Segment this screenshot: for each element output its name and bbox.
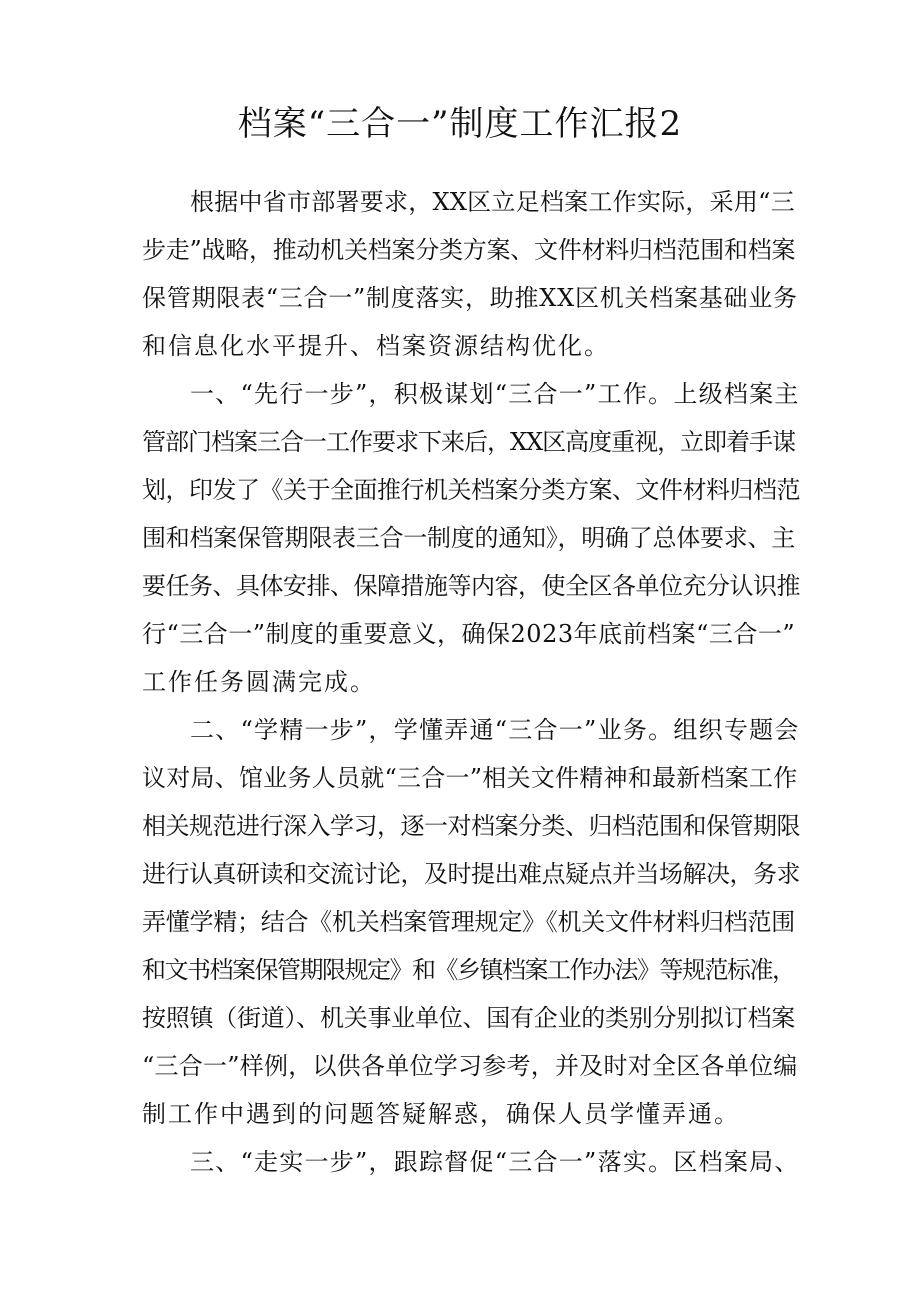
paragraph-line: 二、“学精一步”，学懂弄通“三合一”业务。组织专题会 [190,716,800,744]
paragraph-line: 相关规范进行深入学习，逐一对档案分类、归档范围和保管期限 [142,812,800,840]
paragraph-line: “三合一”样例，以供各单位学习参考，并及时对全区各单位编 [142,1052,798,1080]
paragraph-line: 保管期限表“三合一”制度落实，助推XX区机关档案基础业务 [142,284,798,312]
paragraph-line: 三、“走实一步”，跟踪督促“三合一”落实。区档案局、 [190,1148,800,1176]
paragraph-line: 按照镇（街道）、机关事业单位、国有企业的类别分别拟订档案 [142,1004,795,1032]
paragraph-line: 根据中省市部署要求，XX区立足档案工作实际，采用“三 [190,188,795,216]
paragraph-line: 制工作中遇到的问题答疑解惑，确保人员学懂弄通。 [142,1100,740,1128]
paragraph-line: 行“三合一”制度的重要意义，确保2023年底前档案“三合一” [142,620,796,648]
paragraph-line: 弄懂学精；结合《机关档案管理规定》《机关文件材料归档范围 [142,908,795,936]
paragraph-line: 和信息化水平提升、档案资源结构优化。 [142,332,610,360]
paragraph-line: 要任务、具体安排、保障措施等内容，使全区各单位充分认识推 [142,572,800,600]
paragraph-line: 议对局、馆业务人员就“三合一”相关文件精神和最新档案工作 [142,764,798,792]
paragraph-line: 和文书档案保管期限规定》和《乡镇档案工作办法》等规范标准， [142,956,795,984]
paragraph-line: 步走”战略，推动机关档案分类方案、文件材料归档范围和档案 [142,236,796,264]
paragraph-line: 管部门档案三合一工作要求下来后，XX区高度重视，立即着手谋 [142,428,796,456]
paragraph-line: 工作任务圆满完成。 [142,668,376,696]
document-title: 档案“三合一”制度工作汇报2 [237,104,683,144]
paragraph-line: 围和档案保管期限表三合一制度的通知》，明确了总体要求、主 [142,524,795,552]
paragraph-line: 一、“先行一步”，积极谋划“三合一”工作。上级档案主 [190,380,800,408]
paragraph-line: 进行认真研读和交流讨论，及时提出难点疑点并当场解决，务求 [142,860,800,888]
paragraph-line: 划，印发了《关于全面推行机关档案分类方案、文件材料归档范 [142,476,800,504]
